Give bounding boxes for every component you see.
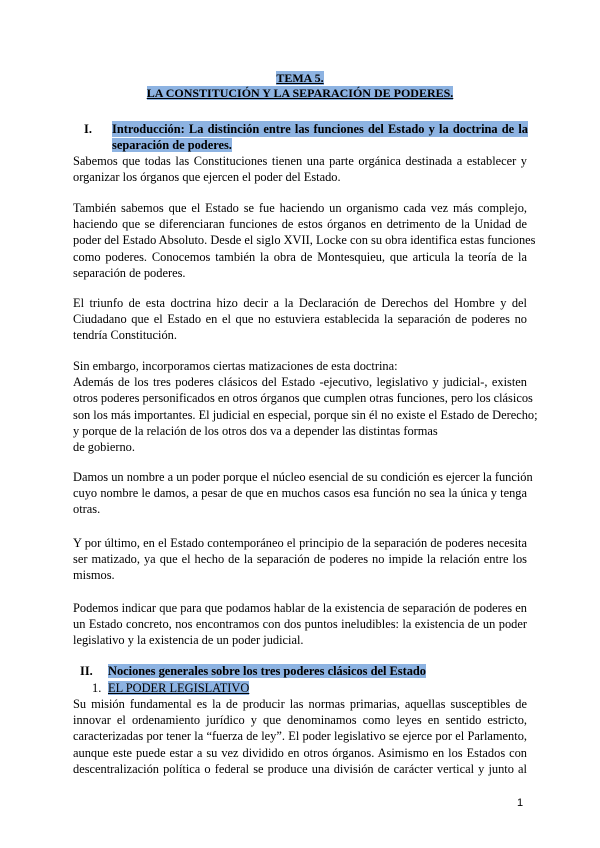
document-title <box>0 86 600 101</box>
section-heading-1 <box>84 121 528 155</box>
section-heading-2 <box>80 663 528 680</box>
text-line: cuyo nombre le damos, a pesar de que en muchos casos esa función no sea la única y tenga <box>73 486 527 501</box>
paragraph <box>73 696 527 777</box>
paragraph <box>73 600 527 649</box>
text-line: poder del Estado Absoluto. Desde el siglo XVII, Locke con su obra identifica estas funciones <box>73 233 536 248</box>
section-number: I. <box>84 122 92 136</box>
text-line: y porque de la relación de los otros dos va a depender las distintas formas <box>73 423 438 438</box>
text-line: ser matizado, ya que el hecho de la separación de poderes no impide la relación entre los <box>73 552 527 567</box>
text-line: El triunfo de esta doctrina hizo decir a la Declaración de Derechos del Hombre y del <box>73 296 527 310</box>
text-line: un Estado concreto, nos encontramos con dos puntos ineludibles: la existencia de un poder <box>73 617 527 632</box>
paragraph <box>73 358 538 455</box>
text-line: mismos. <box>73 568 115 583</box>
paragraph <box>73 295 527 344</box>
text-line: tendría Constitución. <box>73 328 177 343</box>
text-line: como poderes. Conocemos también la obra de Montesquieu, que articula la teoría de la <box>73 249 527 264</box>
text-line: haciendo que se diferenciaran funciones de estos órganos en detrimento de la Unidad de <box>73 217 527 232</box>
text-line: Sin embargo, incorporamos ciertas matizaciones de esta doctrina: <box>73 359 398 373</box>
text-line: descentralización política o federal se produce una división de carácter vertical y junto al <box>73 761 527 776</box>
tema-heading <box>0 71 600 86</box>
subsection-number: 1. <box>92 681 102 695</box>
section-title: Nociones generales sobre los tres poderes clásicos del Estado <box>108 664 427 678</box>
text-line: Ciudadano que el Estado en el que no estuviera establecida la separación de poderes no <box>73 312 527 327</box>
text-line: son los más importantes. El judicial en especial, porque sin él no existe el Estado de Derecho; <box>73 407 538 422</box>
text-line: caracterizadas por tener la “fuerza de ley”. El poder legislativo se ejerce por el Parlamento, <box>73 729 527 744</box>
paragraph <box>73 153 527 185</box>
text-line: Y por último, en el Estado contemporáneo el principio de la separación de poderes necesita <box>73 536 527 550</box>
text-line: separación de poderes. <box>73 265 186 280</box>
text-line: aunque este puede estar a su vez dividido en otros órganos. Asimismo en los Estados con <box>73 745 527 760</box>
text-line: Su misión fundamental es la de producir las normas primarias, aquellas susceptibles de <box>73 697 527 711</box>
tema-label: TEMA 5. <box>276 71 324 85</box>
section-title-line: Introducción: La distinción entre las funciones del Estado y la doctrina de la <box>112 122 528 136</box>
paragraph <box>73 469 533 518</box>
text-line: Damos un nombre a un poder porque el núcleo esencial de su condición es ejercer la función <box>73 470 533 484</box>
text-line: innovar el ordenamiento jurídico y que denominamos como leyes en sentido estricto, <box>73 713 527 728</box>
subsection-title: EL PODER LEGISLATIVO <box>108 681 250 695</box>
text-line: otras. <box>73 502 101 517</box>
text-line: Podemos indicar que para que podamos hablar de la existencia de separación de poderes en <box>73 601 527 615</box>
section-title-line: separación de poderes. <box>112 138 232 152</box>
document-title-text: LA CONSTITUCIÓN Y LA SEPARACIÓN DE PODERES. <box>146 86 454 100</box>
text-line: otros poderes personificados en otros órganos que cumplen otras funciones, pero los clásicos <box>73 391 533 406</box>
paragraph <box>73 200 536 281</box>
paragraph <box>73 535 527 584</box>
page-number: 1 <box>517 797 524 809</box>
text-line: También sabemos que el Estado se fue haciendo un organismo cada vez más complejo, <box>73 201 527 215</box>
section-number: II. <box>80 664 93 678</box>
text-line: de gobierno. <box>73 440 135 455</box>
text-line: Sabemos que todas las Constituciones tienen una parte orgánica destinada a establecer y <box>73 154 527 168</box>
text-line: organizar los órganos que ejercen el poder del Estado. <box>73 170 341 185</box>
text-line: legislativo y la existencia de un poder judicial. <box>73 633 304 648</box>
text-line: Además de los tres poderes clásicos del Estado -ejecutivo, legislativo y judicial-, existen <box>73 375 527 390</box>
